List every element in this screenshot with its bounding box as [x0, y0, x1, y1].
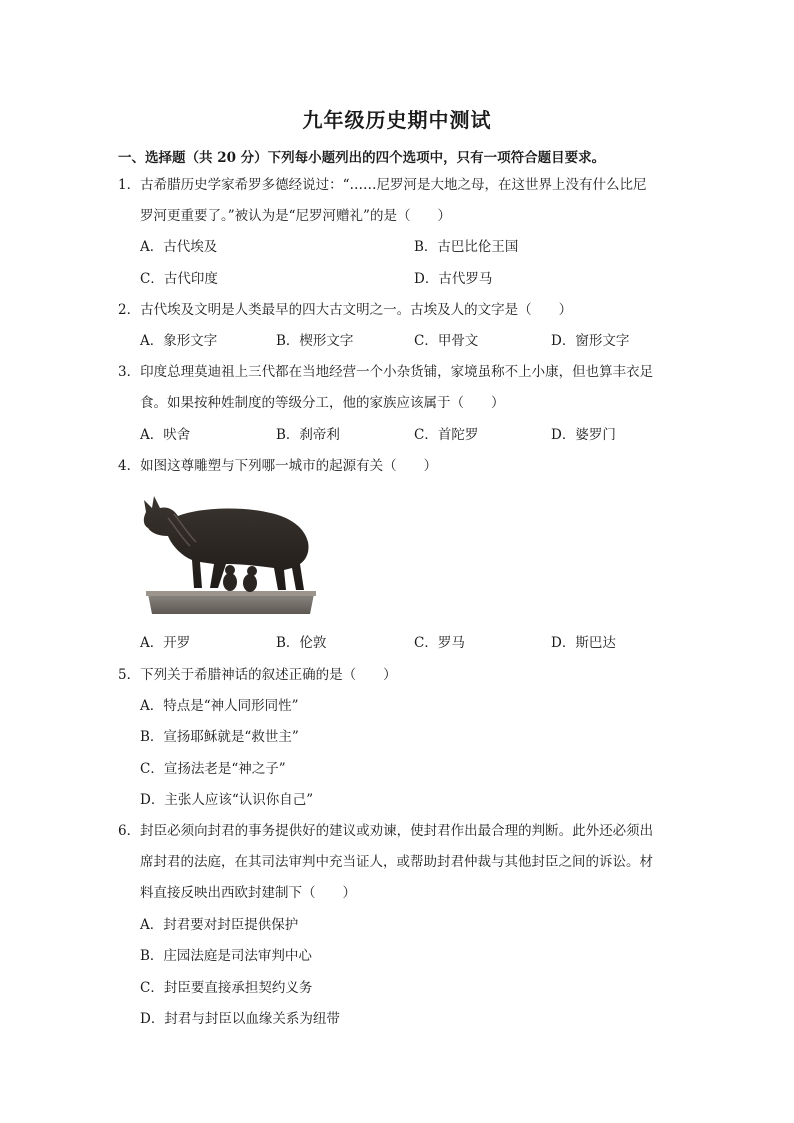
question-5-option-b[interactable]: B．宣扬耶稣就是“救世主” [140, 729, 299, 745]
question-5-option-c[interactable]: C．宣扬法老是“神之子” [140, 761, 286, 777]
question-3-option-c[interactable]: C．首陀罗 [414, 427, 479, 443]
question-1-option-d[interactable]: D．古代罗马 [414, 271, 493, 287]
question-5-option-d[interactable]: D．主张人应该“认识你自己” [140, 792, 314, 808]
question-4-option-d[interactable]: D．斯巴达 [551, 635, 616, 651]
question-4-option-c[interactable]: C．罗马 [414, 635, 465, 651]
question-6-option-b[interactable]: B．庄园法庭是司法审判中心 [140, 948, 312, 964]
question-3-option-d[interactable]: D．婆罗门 [551, 427, 616, 443]
question-4-option-b[interactable]: B．伦敦 [276, 635, 327, 651]
question-1-option-c[interactable]: C．古代印度 [140, 271, 218, 287]
question-6-line-3: 料直接反映出西欧封建制下（ ） [140, 885, 356, 901]
section-heading: 一、选择题（共 20 分）下列每小题列出的四个选项中，只有一项符合题目要求。 [118, 150, 606, 166]
question-4-line-1: 4．如图这尊雕塑与下列哪一城市的起源有关（ ） [118, 458, 438, 474]
question-1-line-1: 1．古希腊历史学家希罗多德经说过：“……尼罗河是大地之母，在这世界上没有什么比尼 [118, 177, 647, 193]
question-4-option-a[interactable]: A．开罗 [140, 635, 191, 651]
question-6-option-d[interactable]: D．封君与封臣以血缘关系为纽带 [140, 1011, 340, 1027]
question-1-option-a[interactable]: A．古代埃及 [140, 239, 218, 255]
question-2-option-c[interactable]: C．甲骨文 [414, 333, 479, 349]
question-5-line-1: 5．下列关于希腊神话的叙述正确的是（ ） [118, 667, 397, 683]
question-1-option-b[interactable]: B．古巴比伦王国 [414, 239, 519, 255]
page-title: 九年级历史期中测试 [302, 108, 492, 132]
she-wolf-statue-image [138, 490, 324, 616]
question-2-option-b[interactable]: B．楔形文字 [276, 333, 354, 349]
question-6-line-2: 席封君的法庭，在其司法审判中充当证人，或帮助封君仲裁与其他封臣之间的诉讼。材 [140, 854, 653, 870]
question-3-option-b[interactable]: B．刹帝利 [276, 427, 340, 443]
question-3-line-2: 食。如果按种姓制度的等级分工，他的家族应该属于（ ） [140, 395, 505, 411]
question-2-option-d[interactable]: D．窗形文字 [551, 333, 630, 349]
question-2-line-1: 2．古代埃及文明是人类最早的四大古文明之一。古埃及人的文字是（ ） [118, 302, 573, 318]
question-6-option-a[interactable]: A．封君要对封臣提供保护 [140, 917, 299, 933]
question-3-line-1: 3．印度总理莫迪祖上三代都在当地经营一个小杂货铺，家境虽称不上小康，但也算丰衣足 [118, 364, 654, 380]
question-6-option-c[interactable]: C．封臣要直接承担契约义务 [140, 980, 313, 996]
question-6-line-1: 6．封臣必须向封君的事务提供好的建议或劝谏，使封君作出最合理的判断。此外还必须出 [118, 823, 654, 839]
question-5-option-a[interactable]: A．特点是“神人同形同性” [140, 698, 299, 714]
question-2-option-a[interactable]: A．象形文字 [140, 333, 218, 349]
question-1-line-2: 罗河更重要了。”被认为是“尼罗河赠礼”的是（ ） [140, 208, 451, 224]
question-3-option-a[interactable]: A．吠舍 [140, 427, 191, 443]
